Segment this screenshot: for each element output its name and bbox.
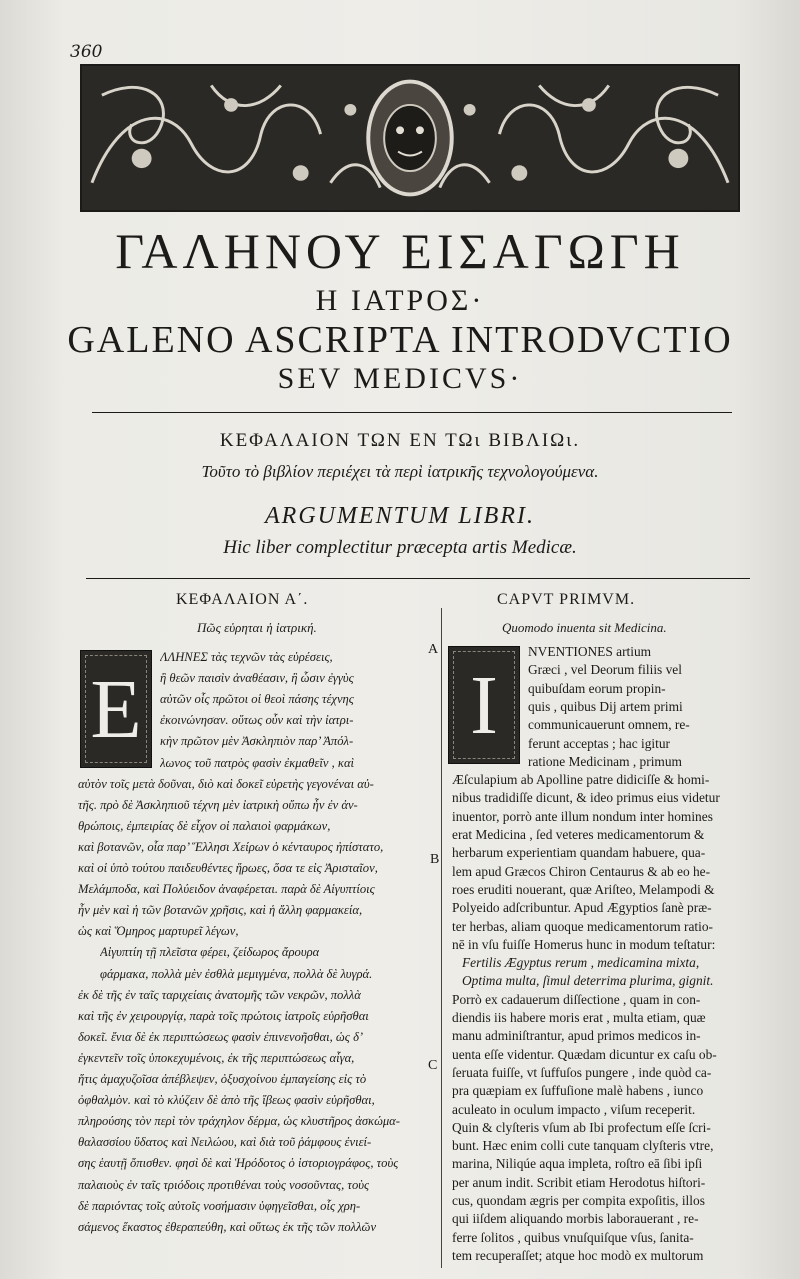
greek-text-line: Αἰγυπτίη τῇ πλεῖστα φέρει, ζείδωρος ἄρουρα [100, 945, 320, 960]
greek-text-line: τῆς. πρὸ δὲ Ἀσκληπιοῦ τέχνη μὲν ἰατρικὴ οὔπω ἦν ἐν ἀν- [78, 797, 358, 812]
greek-text-line: καὶ τῆς ἐν χειρουργίᾳ, παρὰ τοῖς πρώτοις ἰατροῖς εὑρῆσθαι [78, 1008, 369, 1023]
margin-letter-a: A [428, 642, 439, 657]
greek-text-line: θρώποις, ἐμπειρίας δὲ εἶχον οἱ παλαιοὶ φαρμάκων, [78, 818, 331, 833]
greek-text-line: σης ἑαυτῇ ὄπισθεν. φησὶ δὲ καὶ Ἡρόδοτος ὁ ἱστοριογράφος, τοὺς [78, 1156, 399, 1171]
greek-initial-letter: E [90, 663, 142, 756]
latin-text-line: nibus tradidiſſe dicunt, & ideo primus eius videtur [452, 790, 720, 806]
margin-letter-c: C [428, 1058, 438, 1073]
page-number: 360 [70, 42, 103, 62]
title-rule [92, 412, 732, 413]
greek-text-line: κὴν πρῶτον μὲν Ἀσκληπιὸν παρ’ Ἀπόλ- [160, 734, 354, 749]
greek-text-line: ἐκ δὲ τῆς ἐν ταῖς ταριχείαις ἀνατομῆς τῶν νεκρῶν, πολλὰ [78, 987, 361, 1002]
greek-text-line: καὶ οἱ ὑπὸ τούτου παιδευθέντες ἥρωες, ὅσα τε εἰς Ἀρισταῖον, [78, 861, 378, 875]
latin-text-line: diendis iis habere moris erat , multa etiam, quæ [452, 1010, 706, 1025]
latin-argument-line: Hic liber complectitur præcepta artis Medicæ. [223, 537, 577, 558]
latin-text-line: ter herbas, aliam quoque medicamentorum ratio- [452, 918, 714, 934]
latin-text-line: cus, quondam ægris per compita expoſitis, illos [452, 1193, 705, 1208]
greek-text-line: ἐκοινώνησαν. οὕτως οὖν καὶ τὴν ἰατρι- [160, 713, 354, 728]
latin-text-line: aculeato in oculum impacto , viſum receperit. [452, 1101, 696, 1117]
latin-text-line: Porrò ex cadauerum diſſectione , quam in con- [452, 991, 701, 1007]
latin-text-line: NVENTIONES artium [528, 644, 652, 659]
greek-text-line: Μελάμποδα, καὶ Πολύειδον ἀναφέρεται. παρὰ δὲ Αἰγυπτίοις [78, 882, 375, 897]
latin-text-line: lem apud Græcos Chiron Centaurus & ab eo he- [452, 863, 711, 879]
greek-title: ΓΑΛΗΝΟΥ ΕΙΣΑΓΩΓΗ [115, 223, 685, 279]
latin-text-line: per anum indit. Scribit etiam Herodotus hiſtori- [452, 1174, 706, 1190]
latin-text-line: quibuſdam eorum propin- [528, 680, 666, 696]
latin-text-line: communicauerunt omnem, re- [528, 717, 690, 733]
greek-text-line: ΛΛΗΝΕΣ τὰς τεχνῶν τὰς εὑρέσεις, [160, 650, 333, 664]
greek-contents-heading: ΚΕΦΑΛΑΙΟΝ ΤΩΝ ΕΝ ΤΩι ΒΙΒΛΙΩι. [219, 430, 581, 451]
latin-text-line: marina, Niliqúe aqua impleta, roſtro eā ſibi ipſi [452, 1156, 703, 1172]
latin-text-line: manu adminiſtrantur, apud primos medicos in- [452, 1028, 701, 1044]
latin-text-line: bunt. Hæc enim colli cute tanquam clyſteris vtre, [452, 1138, 714, 1154]
ornamental-headpiece [80, 64, 740, 212]
latin-text-line: ſeruata fuiſſe, vt ſuffuſos pungere , inde quòd ca- [452, 1064, 712, 1080]
latin-title: GALENO ASCRIPTA INTRODVCTIO [67, 319, 733, 361]
greek-text-line: δοκεῖ. ἔνια δὲ ἐκ περιπτώσεως φασὶν ἐπινενοῆσθαι, ὡς δ’ [78, 1029, 364, 1044]
latin-subtitle: SEV MEDICVS· [277, 362, 523, 395]
greek-text-line: σάμενος ἕκαστος ἐθεραπεύθη, καὶ οὕτως ἐκ τῆς τῶν πολλῶν [78, 1219, 377, 1234]
greek-text-line: λωνος τοῦ πατρὸς φασὶν ἐκμαθεῖν , καὶ [160, 755, 355, 770]
greek-text-line: ἥτις ἀμαχυζοῖσα ἀπέβλεψεν, ὀξυσχοίνου ἐμπαγείσης εἰς τὸ [78, 1072, 367, 1086]
latin-text-line: inuentor, porrò ante illum nondum inter homines [452, 808, 713, 824]
greek-text-line: ἢ θεῶν παισὶν ἀναθέασιν, ἢ ὧσιν ἐγγὺς [160, 671, 354, 686]
greek-text-line: παλαιοὺς ἐν ταῖς τριόδοις προτιθέναι τοὺς νοσοῦντας, τοὺς [78, 1177, 370, 1192]
greek-text-line: ἐγκεντεῖν τοῖς ὑποκεχυμένοις, ἐκ τῆς περιπτώσεως αἶγα, [78, 1050, 355, 1065]
column-divider [441, 608, 442, 1268]
greek-text-line: θαλασσίου ὕδατος καὶ Νειλώου, καὶ διὰ τοῦ ῥάμφους ἐνιεί- [78, 1135, 372, 1150]
greek-text-line: δὲ παριόντας τοῖς αὐτοῖς νοσήμασιν ὑφηγεῖσθαι, οἷς χρη- [78, 1198, 361, 1213]
latin-argument-heading: ARGUMENTUM LIBRI. [265, 503, 535, 529]
latin-text-line: ratione Medicinam , primum [528, 753, 682, 769]
latin-text-line: Græci , vel Deorum filiis vel [528, 662, 682, 678]
greek-chapter-subtitle: Πῶς εὑρηται ἡ ἰατρική. [197, 620, 317, 635]
greek-contents-line: Τοῦτο τὸ βιβλίον περιέχει τὰ περὶ ἰατρικῆς τεχνολογούμενα. [201, 462, 599, 481]
latin-initial-letter: I [470, 659, 498, 752]
greek-text-line: φάρμακα, πολλὰ μὲν ἐσθλὰ μεμιγμένα, πολλὰ δὲ λυγρά. [100, 966, 373, 981]
margin-letter-b: B [430, 852, 440, 867]
latin-text-line: uenta eſſe videntur. Quædam dicuntur ex caſu ob- [452, 1046, 717, 1062]
latin-text-line: ferunt acceptas ; hac igitur [528, 735, 671, 751]
greek-text-line: ὀφθαλμὸν. καὶ τὸ κλύζειν δὲ ἀπὸ τῆς ἴβεως φασὶν εὑρῆσθαι, [78, 1093, 375, 1108]
latin-text-line: Fertilis Ægyptus rerum , medicamina mixta, [462, 955, 700, 971]
latin-chapter-subtitle: Quomodo inuenta sit Medicina. [502, 620, 667, 635]
greek-text-line: ὡς καὶ Ὅμηρος μαρτυρεῖ λέγων, [78, 924, 239, 939]
latin-chapter-heading: CAPVT PRIMVM. [497, 591, 636, 608]
latin-text-line: ferre ſolitos , quibus vnuſquiſque vſus, ſanita- [452, 1229, 694, 1245]
greek-subtitle: Η ΙΑΤΡΟΣ· [315, 284, 485, 317]
latin-text-line: nē in vſu fuiſſe Homerus hunc in modum teſtatur: [452, 936, 716, 952]
latin-text-line: Polyeido adſcribuntur. Apud Ægyptios ſanè præ- [452, 900, 712, 916]
greek-text-line: αὐτῶν οἷς πρῶτοι οἱ θεοὶ πάσης τέχνης [160, 692, 354, 707]
latin-text-line: herbarum experientiam quandam habuere, qua- [452, 845, 706, 861]
greek-text-line: αὐτὸν τοῖς μετὰ δοῦναι, διὸ καὶ δοκεῖ εὑρετὴς γεγονέναι αὐ- [78, 776, 374, 791]
latin-text-line: tem recuperaſſet; atque hoc modò ex multorum [452, 1247, 704, 1263]
greek-text-line: ἦν μὲν καὶ ἡ τῶν βοτανῶν χρῆσις, καὶ ἡ ἄλλη φαρμακεία, [78, 903, 363, 918]
latin-drop-initial [448, 646, 520, 764]
latin-text-line: Æſculapium ab Apolline patre didiciſſe & homi- [452, 772, 710, 788]
greek-text-line: πληρούσης τὸν περὶ τὸν τράχηλον δέρμα, ὡς κλυστῆρος ἀσκώμα- [78, 1114, 400, 1129]
latin-text-line: quis , quibus Dij artem primi [528, 698, 683, 714]
columns-rule [86, 578, 750, 579]
greek-chapter-heading: ΚΕΦΑΛΑΙΟΝ Α΄. [176, 591, 309, 608]
greek-drop-initial [80, 650, 152, 768]
latin-text-line: pra quæpiam ex ſuffuſione malè habens , iunco [452, 1083, 704, 1099]
latin-text-line: erat Medicina , ſed veteres medicamentorum & [452, 827, 705, 842]
latin-text-line: Quin & clyſteris vſum ab Ibi profectum eſſe ſcri- [452, 1119, 711, 1135]
latin-text-line: Optima multa, ſimul deterrima plurima, gignit. [462, 973, 714, 989]
latin-text-line: roes eruditi nouerant, quæ Ariſteo, Melampodi & [452, 881, 715, 897]
greek-text-line: καὶ βοτανῶν, οἷα παρ’ Ἕλλησι Χείρων ὁ κένταυρος ἠπίστατο, [78, 839, 384, 854]
latin-text-line: qui iiſdem aliquando morbis laborauerant , re- [452, 1211, 699, 1227]
